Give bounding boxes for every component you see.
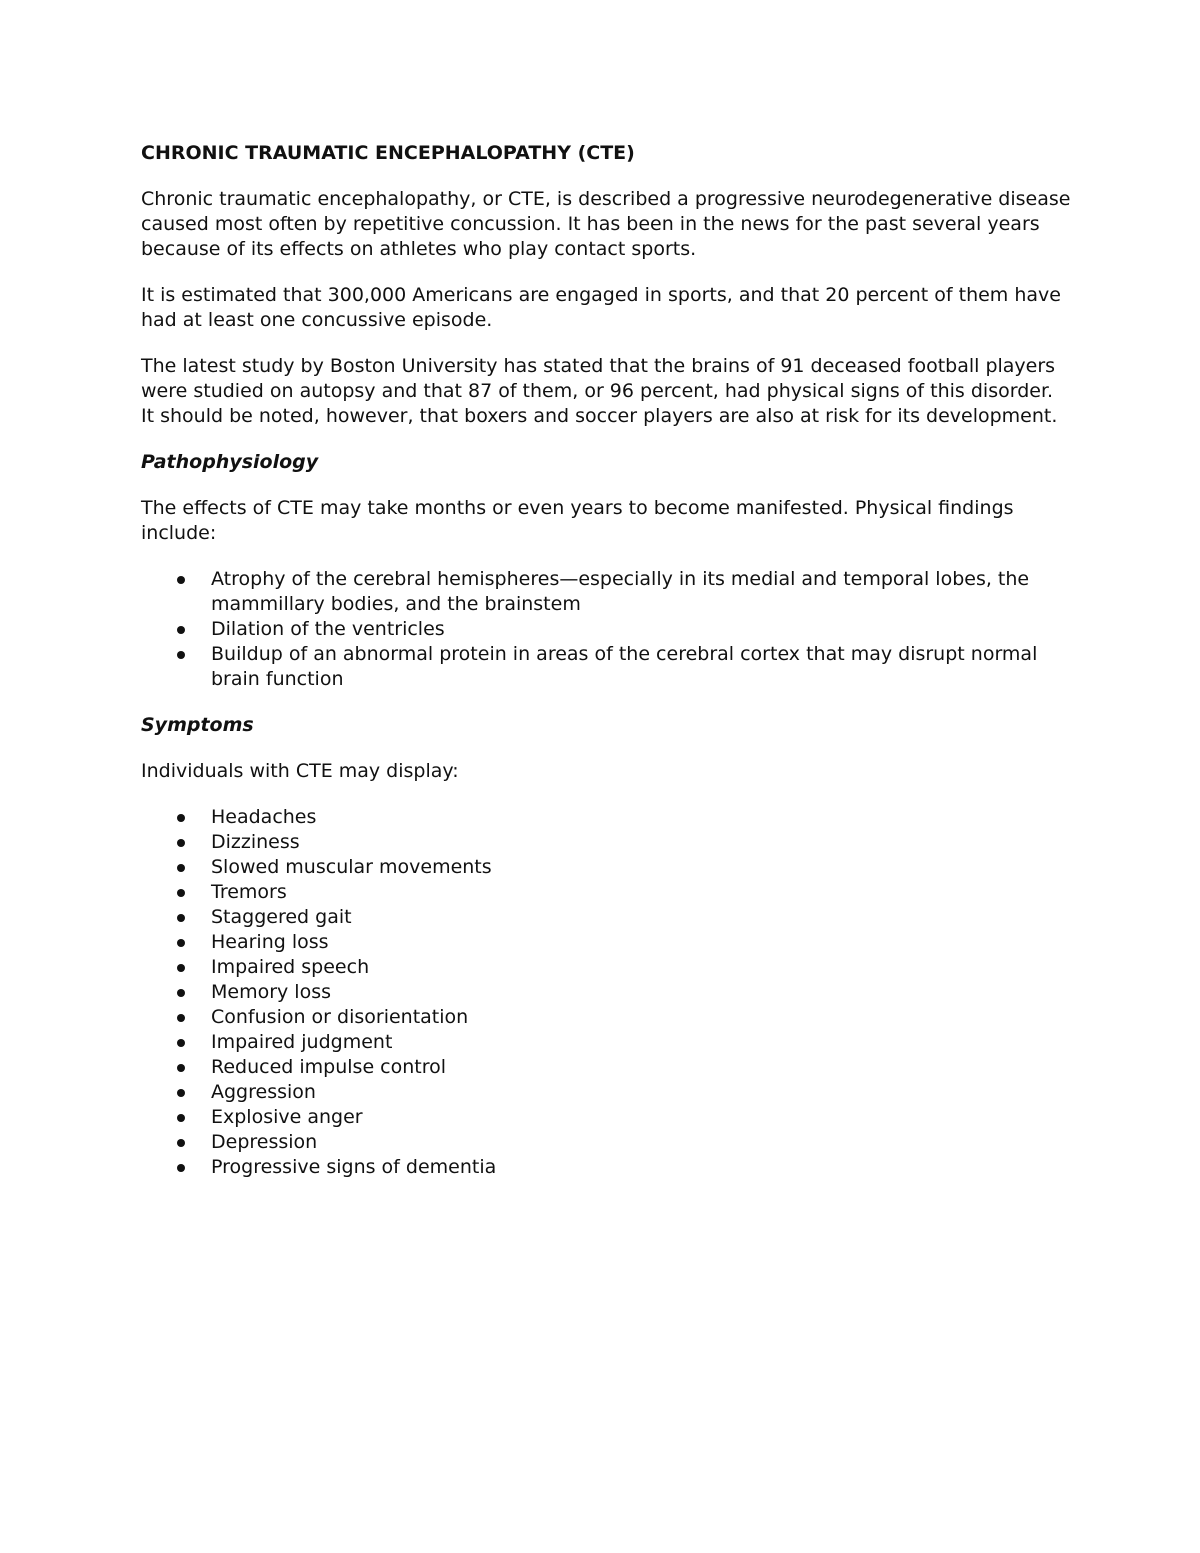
- list-item-text: Progressive signs of dementia: [211, 1156, 497, 1178]
- bullet-icon: [177, 864, 185, 872]
- bullet-icon: [177, 989, 185, 997]
- list-item-text: Atrophy of the cerebral hemispheres—especially in its medial and temporal lobes, the mammillary bodies, and the brainstem: [211, 568, 1030, 615]
- list-item: [141, 1105, 1071, 1130]
- bullet-icon: [177, 1089, 185, 1097]
- list-item: [141, 567, 1071, 617]
- list-item: [141, 1005, 1071, 1030]
- bullet-icon: [177, 814, 185, 822]
- list-item: [141, 1080, 1071, 1105]
- list-item-text: Reduced impulse control: [211, 1056, 447, 1078]
- list-item: [141, 1030, 1071, 1055]
- list-item-text: Confusion or disorientation: [211, 1006, 469, 1028]
- list-item: [141, 1130, 1071, 1155]
- document-page: [141, 141, 1071, 1201]
- bullet-icon: [177, 576, 185, 584]
- bullet-icon: [177, 651, 185, 659]
- list-item: [141, 617, 1071, 642]
- list-item: [141, 980, 1071, 1005]
- list-item-text: Headaches: [211, 806, 317, 828]
- list-item: [141, 955, 1071, 980]
- bullet-icon: [177, 1064, 185, 1072]
- bullet-icon: [177, 939, 185, 947]
- pathophysiology-heading: Pathophysiology: [141, 451, 319, 473]
- list-item-text: Staggered gait: [211, 906, 352, 928]
- list-item: [141, 855, 1071, 880]
- list-item: [141, 930, 1071, 955]
- list-item-text: Tremors: [211, 881, 287, 903]
- list-item-text: Slowed muscular movements: [211, 856, 492, 878]
- list-item: [141, 905, 1071, 930]
- list-item-text: Impaired speech: [211, 956, 370, 978]
- intro-paragraph-1: Chronic traumatic encephalopathy, or CTE, is described a progressive neurodegenerative disease caused most often by repetitive concussion. It has been in the news for the past several years because of its effects on athletes who play contact sports.: [141, 188, 1071, 260]
- bullet-icon: [177, 914, 185, 922]
- document-title: CHRONIC TRAUMATIC ENCEPHALOPATHY (CTE): [141, 142, 635, 164]
- list-item-text: Depression: [211, 1131, 318, 1153]
- list-item-text: Aggression: [211, 1081, 316, 1103]
- list-item: [141, 805, 1071, 830]
- list-item: [141, 830, 1071, 855]
- intro-paragraph-3: The latest study by Boston University has stated that the brains of 91 deceased football players were studied on autopsy and that 87 of them, or 96 percent, had physical signs of this disorder. It should be noted, however, that boxers and soccer players are also at risk for its development.: [141, 355, 1058, 427]
- list-item-text: Dizziness: [211, 831, 300, 853]
- bullet-icon: [177, 889, 185, 897]
- list-item-text: Dilation of the ventricles: [211, 618, 445, 640]
- symptoms-heading: Symptoms: [141, 714, 254, 736]
- list-item-text: Buildup of an abnormal protein in areas of the cerebral cortex that may disrupt normal brain function: [211, 643, 1038, 690]
- pathophysiology-list: [141, 567, 1071, 692]
- bullet-icon: [177, 1139, 185, 1147]
- bullet-icon: [177, 839, 185, 847]
- intro-paragraph-2: It is estimated that 300,000 Americans are engaged in sports, and that 20 percent of them have had at least one concussive episode.: [141, 284, 1061, 331]
- list-item-text: Impaired judgment: [211, 1031, 393, 1053]
- list-item: [141, 642, 1071, 692]
- bullet-icon: [177, 1039, 185, 1047]
- list-item-text: Hearing loss: [211, 931, 329, 953]
- bullet-icon: [177, 1164, 185, 1172]
- list-item-text: Memory loss: [211, 981, 332, 1003]
- bullet-icon: [177, 1114, 185, 1122]
- symptoms-list: [141, 805, 1071, 1180]
- bullet-icon: [177, 626, 185, 634]
- pathophysiology-lead: The effects of CTE may take months or even years to become manifested. Physical findings include:: [141, 497, 1014, 544]
- list-item: [141, 1055, 1071, 1080]
- bullet-icon: [177, 964, 185, 972]
- list-item: [141, 1155, 1071, 1180]
- symptoms-lead: Individuals with CTE may display:: [141, 760, 459, 782]
- bullet-icon: [177, 1014, 185, 1022]
- list-item-text: Explosive anger: [211, 1106, 363, 1128]
- list-item: [141, 880, 1071, 905]
